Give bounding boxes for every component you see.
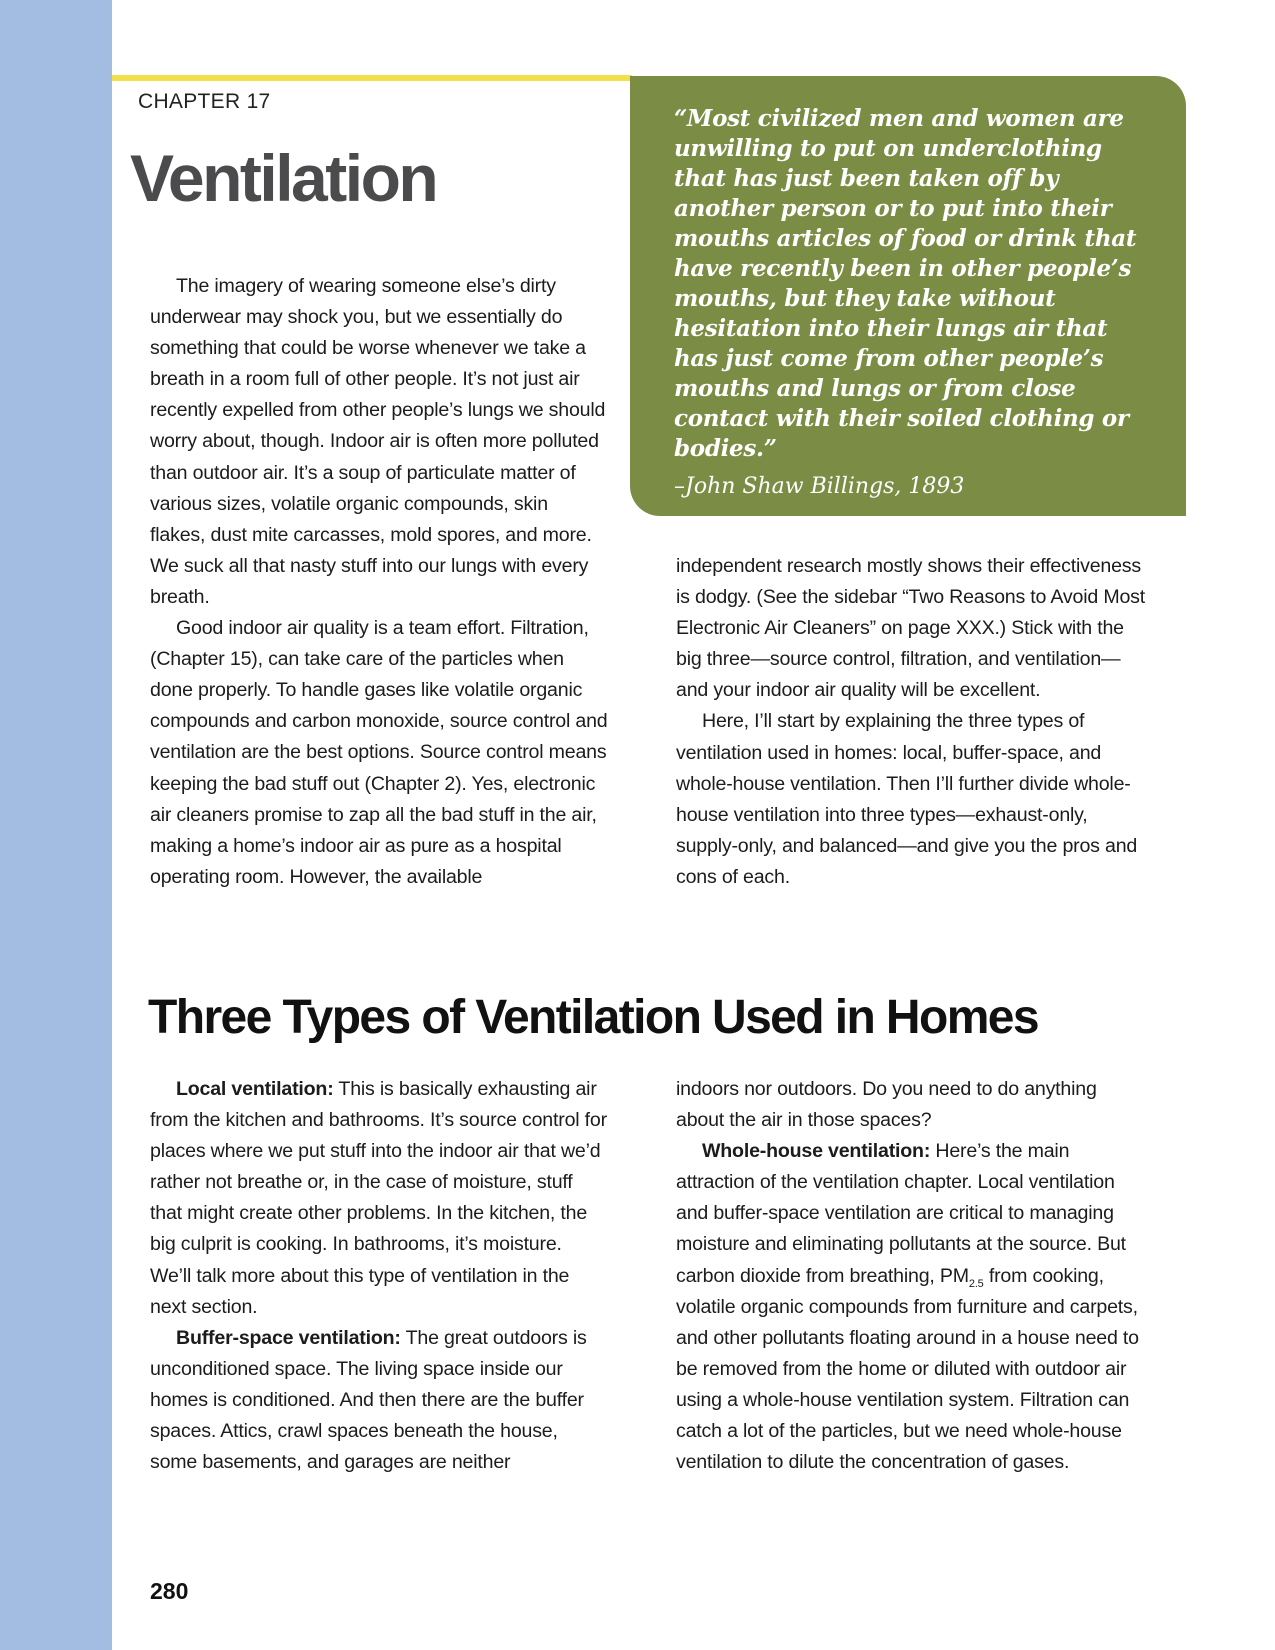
- local-ventilation-label: Local ventilation:: [176, 1078, 334, 1100]
- page-number: 280: [150, 1578, 189, 1604]
- whole-house-text-a: Here’s the main attraction of the ventilation chapter. Local ventilation and buffer-space ventilation are critical to managing moisture and eliminating pollutants at the source. But carbon dioxide from breathing, PM: [676, 1140, 1126, 1287]
- chapter-label: CHAPTER 17: [138, 90, 271, 113]
- section-column-right: [676, 1074, 1148, 1478]
- buffer-ventilation-paragraph: [150, 1323, 608, 1478]
- section-heading: Three Types of Ventilation Used in Homes: [148, 991, 1038, 1044]
- side-stripe: [0, 0, 112, 1650]
- buffer-ventilation-continued: indoors nor outdoors. Do you need to do anything about the air in those spaces?: [676, 1078, 1097, 1132]
- quote-attribution: –John Shaw Billings, 1893: [674, 474, 965, 499]
- pm-subscript: 2.5: [968, 1277, 984, 1290]
- pull-quote: [630, 76, 1186, 516]
- whole-house-ventilation-paragraph: [676, 1136, 1148, 1478]
- whole-house-text-b: from cooking, volatile organic compounds from furniture and carpets, and other pollutants floating around in a house need to be removed from the home or diluted with outdoor air using a whole-house ventilation system. Filtration can catch a lot of the particles, but we need whole-house ventilation to dilute the concentration of gases.: [676, 1264, 1139, 1474]
- intro-paragraph-2: Good indoor air quality is a team effort. Filtration, (Chapter 15), can take care of the particles when done properly. To handle gases like volatile organic compounds and carbon monoxide, source control and ventilation are the best options. Source control means keeping the bad stuff out (Chapter 2). Yes, electronic air cleaners promise to zap all the bad stuff in the air, making a home’s indoor air as pure as a hospital operating room. However, the available: [150, 617, 608, 888]
- buffer-ventilation-label: Buffer-space ventilation:: [176, 1326, 401, 1349]
- section-column-left: [150, 1074, 608, 1478]
- local-ventilation-paragraph: [150, 1074, 608, 1323]
- buffer-ventilation-text: The great outdoors is unconditioned space. The living space inside our homes is conditioned. And then there are the buffer spaces. Attics, crawl spaces beneath the house, some basements, and garages are neither: [150, 1326, 587, 1474]
- intro-paragraph-3: Here, I’ll start by explaining the three types of ventilation used in homes: local, buffer-space, and whole-house ventilation. Then I’ll further divide whole-house ventilation into three types—exhaust-only, supply-only, and balanced—and give you the pros and cons of each.: [676, 710, 1138, 888]
- intro-paragraph-1: The imagery of wearing someone else’s dirty underwear may shock you, but we essentially do something that could be worse whenever we take a breath in a room full of other people. It’s not just air recently expelled from other people’s lungs we should worry about, though. Indoor air is often more polluted than outdoor air. It’s a soup of particulate matter of various sizes, volatile organic compounds, skin flakes, dust mite carcasses, mold spores, and more. We suck all that nasty stuff into our lungs with every breath.: [150, 275, 606, 608]
- intro-column-right: [676, 551, 1148, 893]
- local-ventilation-text: This is basically exhausting air from the kitchen and bathrooms. It’s source control for places where we put stuff into the indoor air that we’d rather not breathe or, in the case of moisture, stuff that might create other problems. In the kitchen, the big culprit is cooking. In bathrooms, it’s moisture. We’ll talk more about this type of ventilation in the next section.: [150, 1078, 607, 1318]
- header-rule: [112, 75, 632, 81]
- whole-house-ventilation-label: Whole-house ventilation:: [702, 1140, 931, 1163]
- quote-text: “Most civilized men and women are unwilling to put on underclothing that has just been taken off by another person or to put into their mouths articles of food or drink that have recently been in other people’s mouths, but they take without hesitation into their lungs air that has just come from other people’s mouths and lungs or from close contact with their soiled clothing or bodies.”: [674, 105, 1137, 462]
- chapter-title: Ventilation: [130, 141, 437, 215]
- intro-column-left: [150, 271, 608, 893]
- intro-paragraph-2-continued: independent research mostly shows their effectiveness is dodgy. (See the sidebar “Two Reasons to Avoid Most Electronic Air Cleaners” on page XXX.) Stick with the big three—source control, filtration, and ventilation—and your indoor air quality will be excellent.: [676, 555, 1145, 702]
